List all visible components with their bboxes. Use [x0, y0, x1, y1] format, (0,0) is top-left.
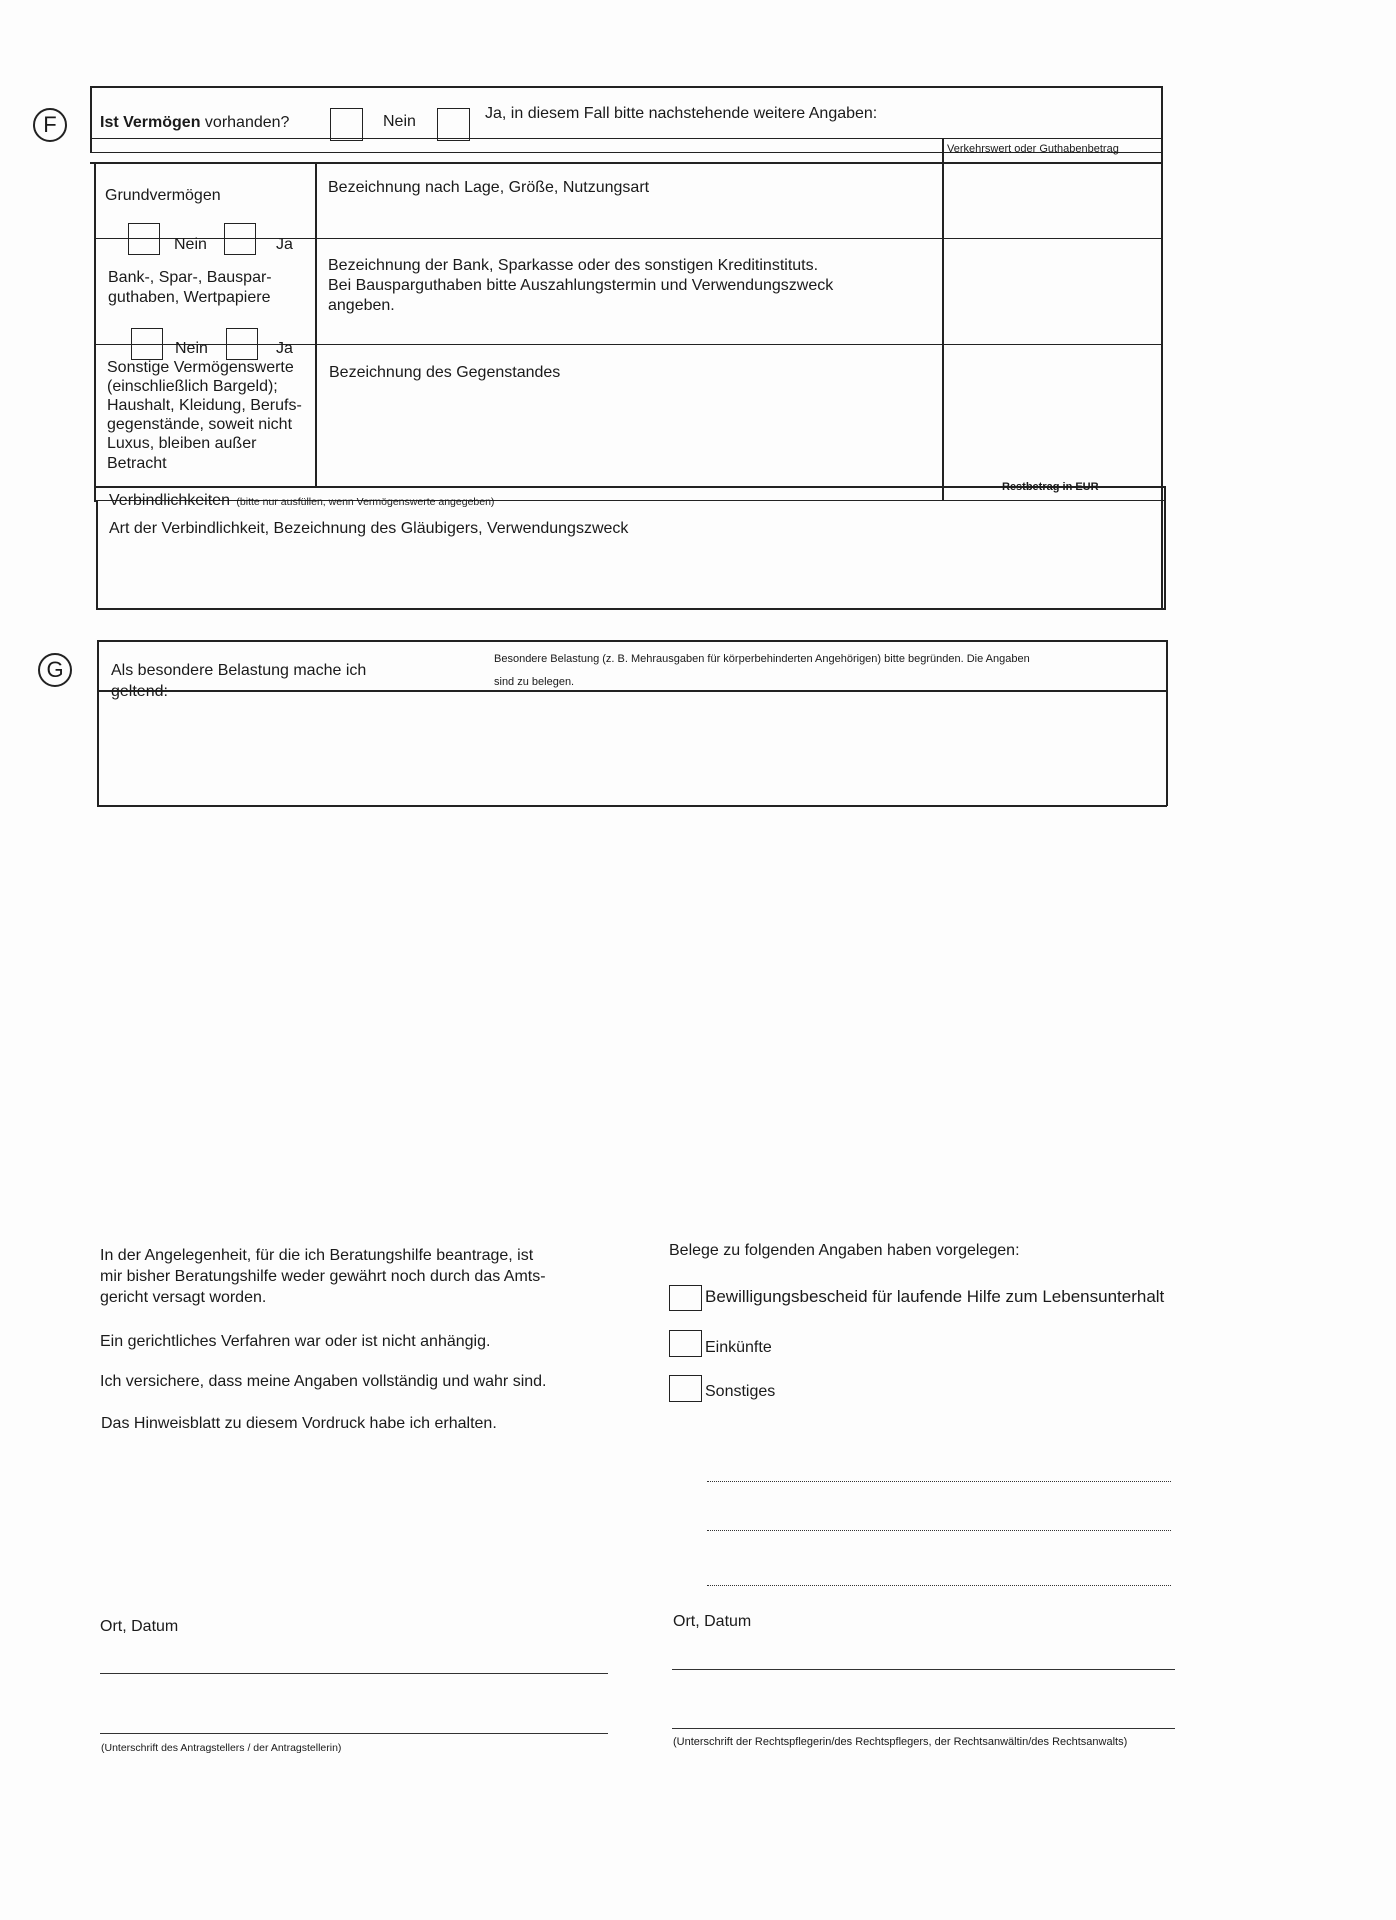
special-burden-note-line1: Besondere Belastung (z. B. Mehrausgaben für körperbehinderten Angehörigen) bitte begründen. Die Angaben [494, 653, 1030, 665]
real-estate-label: Grundvermögen [105, 187, 221, 204]
declaration-para1-line2: mir bisher Beratungshilfe weder gewährt noch durch das Amts- [100, 1268, 546, 1285]
real-estate-ja-label: Ja [276, 236, 293, 253]
other-assets-label-line2: (einschließlich Bargeld); [107, 378, 278, 395]
documents-item-other: Sonstiges [705, 1383, 776, 1400]
other-assets-label-line4: gegenstände, soweit nicht [107, 416, 293, 433]
declaration-para1-line3: gericht versagt worden. [100, 1289, 267, 1306]
other-assets-description: Bezeichnung des Gegenstandes [329, 364, 561, 381]
bank-value-field[interactable] [944, 240, 1160, 343]
bank-nein-label: Nein [175, 340, 208, 357]
special-burden-note-line2: sind zu belegen. [494, 676, 575, 688]
value-column-header: Verkehrswert oder Guthabenbetrag [947, 143, 1119, 155]
documents-note-line-3[interactable] [707, 1585, 1171, 1586]
special-burden-field[interactable] [100, 693, 1164, 803]
documents-note-line-1[interactable] [707, 1481, 1171, 1482]
real-estate-ja-checkbox[interactable] [224, 223, 256, 255]
asset-question: Ist Vermögen vorhanden? [100, 114, 290, 131]
documents-checkbox-income[interactable] [669, 1330, 702, 1357]
documents-item-benefits: Bewilligungsbescheid für laufende Hilfe zum Lebensunterhalt [705, 1287, 1165, 1306]
applicant-signature-line[interactable] [100, 1733, 608, 1734]
declaration-para1-line1: In der Angelegenheit, für die ich Beratungshilfe beantrage, ist [100, 1247, 534, 1264]
documents-checkbox-other[interactable] [669, 1375, 702, 1402]
liabilities-title: Verbindlichkeiten (bitte nur ausfüllen, wenn Vermögenswerte angegeben) [109, 492, 495, 509]
official-place-date-line[interactable] [672, 1669, 1175, 1670]
documents-checkbox-benefits[interactable] [669, 1285, 702, 1311]
remaining-amount-header: Restbetrag in EUR [1002, 481, 1099, 493]
special-burden-label-line2: geltend: [111, 683, 168, 700]
other-assets-label-line1: Sonstige Vermögenswerte [107, 359, 294, 376]
section-f-marker: F [33, 108, 67, 142]
real-estate-value-field[interactable] [944, 164, 1160, 237]
liabilities-description: Art der Verbindlichkeit, Bezeichnung des Gläubigers, Verwendungszweck [109, 520, 629, 537]
official-signature-caption: (Unterschrift der Rechtspflegerin/des Rechtspflegers, der Rechtsanwältin/des Rechtsanwalts) [673, 1736, 1128, 1748]
other-assets-value-field[interactable] [944, 346, 1160, 485]
applicant-place-date-label: Ort, Datum [100, 1618, 179, 1635]
declaration-para4: Das Hinweisblatt zu diesem Vordruck habe ich erhalten. [101, 1415, 497, 1432]
other-assets-label-line3: Haushalt, Kleidung, Berufs- [107, 397, 302, 414]
applicant-place-date-line[interactable] [100, 1673, 608, 1674]
bank-ja-checkbox[interactable] [226, 328, 258, 360]
documents-note-line-2[interactable] [707, 1530, 1171, 1531]
documents-item-income: Einkünfte [705, 1339, 772, 1356]
asset-ja-checkbox[interactable] [437, 108, 470, 141]
declaration-para3: Ich versichere, dass meine Angaben vollständig und wahr sind. [100, 1373, 547, 1390]
other-assets-label-line6: Betracht [107, 455, 167, 472]
section-g-marker: G [38, 653, 72, 687]
official-signature-line[interactable] [672, 1728, 1175, 1729]
real-estate-nein-checkbox[interactable] [128, 223, 160, 255]
bank-description-line3: angeben. [328, 297, 395, 314]
bank-label-line1: Bank-, Spar-, Bauspar- [108, 269, 272, 286]
other-assets-label-line5: Luxus, bleiben außer [107, 435, 257, 452]
bank-nein-checkbox[interactable] [131, 328, 163, 360]
bank-ja-label: Ja [276, 340, 293, 357]
real-estate-description: Bezeichnung nach Lage, Größe, Nutzungsart [328, 179, 650, 196]
real-estate-nein-label: Nein [174, 236, 207, 253]
documents-heading: Belege zu folgenden Angaben haben vorgelegen: [669, 1242, 1020, 1259]
applicant-signature-caption: (Unterschrift des Antragstellers / der Antragstellerin) [101, 1742, 342, 1754]
declaration-para2: Ein gerichtliches Verfahren war oder ist nicht anhängig. [100, 1333, 491, 1350]
bank-description-line1: Bezeichnung der Bank, Sparkasse oder des sonstigen Kreditinstituts. [328, 257, 819, 274]
asset-nein-checkbox[interactable] [330, 108, 363, 141]
bank-label-line2: guthaben, Wertpapiere [108, 289, 271, 306]
asset-nein-label: Nein [383, 113, 416, 130]
liabilities-field[interactable] [98, 545, 1162, 605]
bank-description-line2: Bei Bausparguthaben bitte Auszahlungstermin und Verwendungszweck [328, 277, 834, 294]
official-place-date-label: Ort, Datum [673, 1613, 752, 1630]
asset-ja-label: Ja, in diesem Fall bitte nachstehende weitere Angaben: [485, 105, 878, 122]
special-burden-label-line1: Als besondere Belastung mache ich [111, 662, 367, 679]
